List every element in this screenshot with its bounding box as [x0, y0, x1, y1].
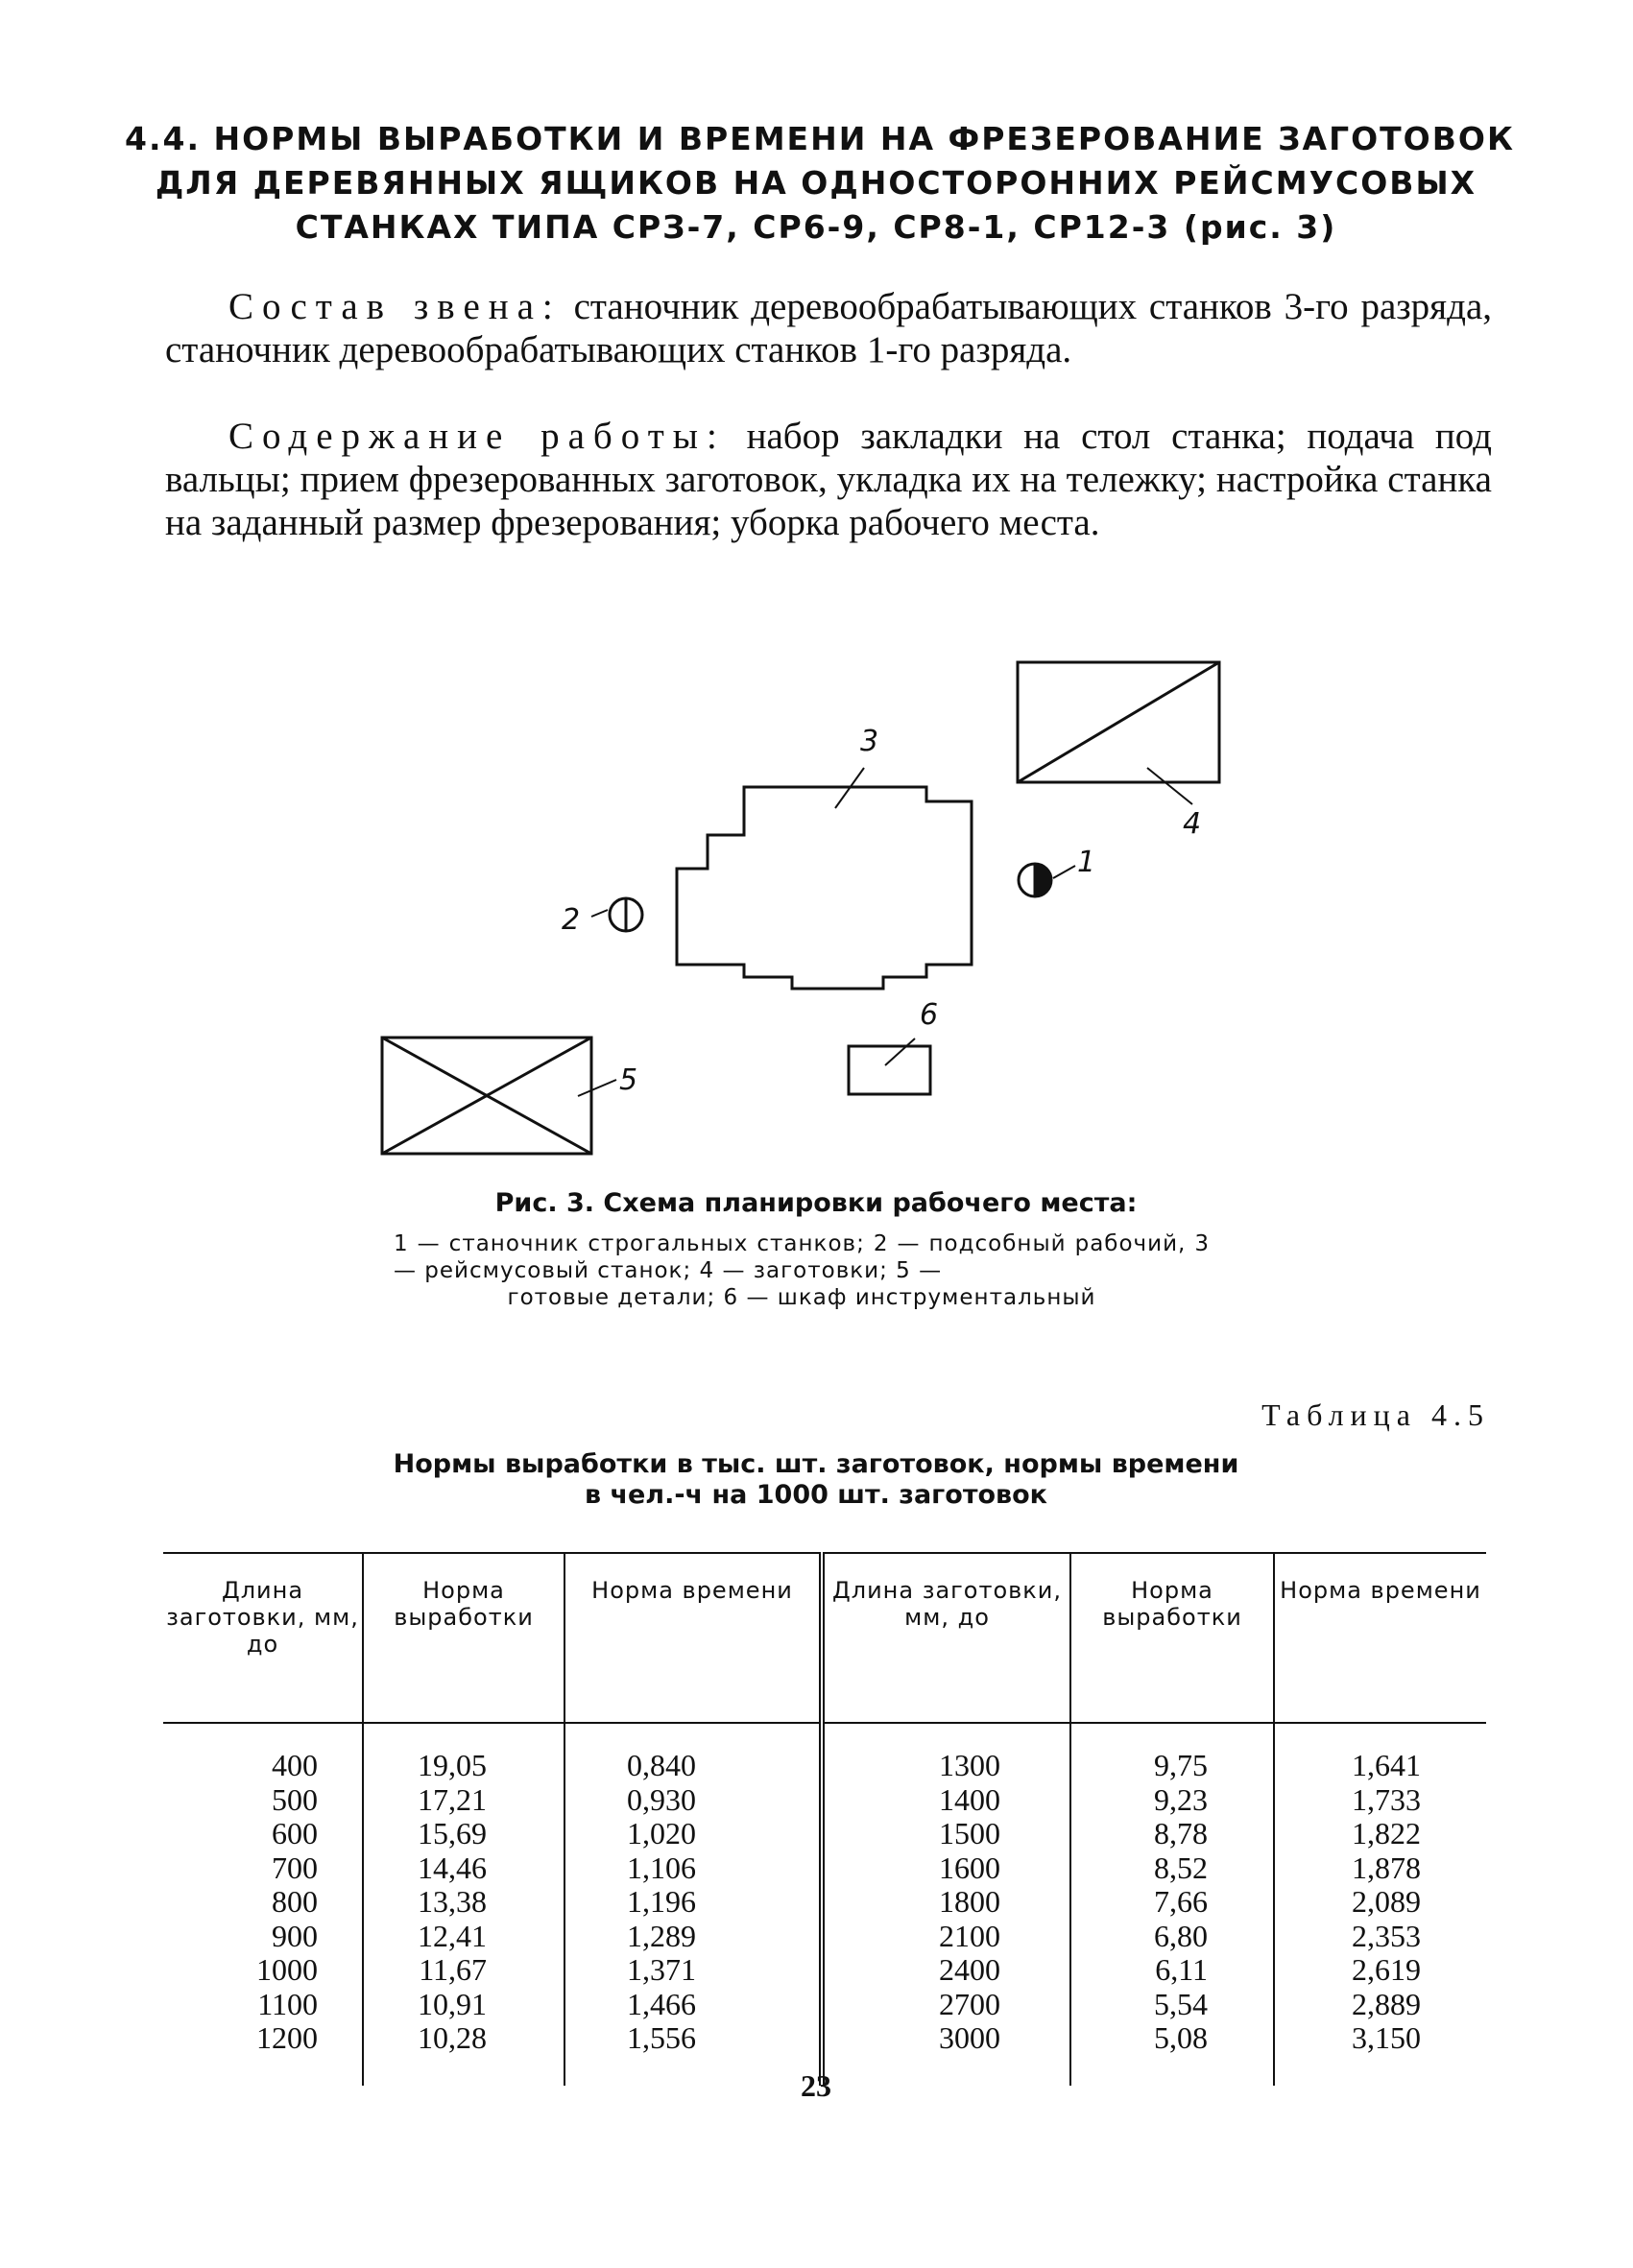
section-title-line-1: 4.4. НОРМЫ ВЫРАБОТКИ И ВРЕМЕНИ НА ФРЕЗЕРОВАНИЕ ЗАГОТОВОК — [125, 120, 1515, 157]
composition-text: станочник деревообрабатывающих станков 3-го разряда, станочник деревообрабатывающих станков 1-го разряда. — [165, 286, 1493, 370]
table-title — [288, 1449, 1344, 1511]
table-header-row — [163, 1553, 1486, 1723]
blanks-stack-diagonal — [1018, 662, 1219, 782]
work-content-lead: Содержание работы: — [228, 416, 726, 457]
right-length-column: 1300 1400 1500 1600 1800 2100 2400 2700 3000 — [822, 1723, 1070, 2086]
header-length-left: Длина заготовки, мм, до — [163, 1553, 363, 1723]
label-6: 6 — [920, 998, 939, 1032]
section-title — [125, 117, 1515, 250]
header-time-right: Норма времени — [1274, 1553, 1486, 1723]
table-label: Таблица 4.5 — [1261, 1397, 1490, 1432]
header-output-left: Норма выработки — [363, 1553, 564, 1723]
blanks-leader — [1147, 768, 1192, 804]
finished-parts-leader — [578, 1080, 616, 1096]
left-length-column: 400 500 600 700 800 900 1000 1100 1200 — [256, 1748, 318, 2055]
header-time-left: Норма времени — [564, 1553, 822, 1723]
work-content-paragraph — [165, 415, 1492, 544]
planer-outline — [677, 787, 972, 989]
label-5: 5 — [619, 1063, 638, 1097]
tool-cabinet-box — [849, 1046, 930, 1094]
left-time-column: 0,840 0,930 1,020 1,106 1,196 1,289 1,371 1,466 1,556 — [564, 1723, 822, 2086]
figure-caption-body: 1 — станочник строгальных станков; 2 — подсобный рабочий, 3 — рейсмусовый станок; 4 — заготовки; 5 — — [394, 1231, 1210, 1283]
header-output-right: Норма выработки — [1070, 1553, 1274, 1723]
workplace-layout-diagram — [365, 643, 1277, 1181]
table-body-row — [163, 1723, 1486, 2086]
right-output-column: 9,75 9,23 8,78 8,52 7,66 6,80 6,11 5,54 5,08 — [1070, 1723, 1274, 2086]
norms-table — [163, 1552, 1486, 2086]
page-number: 23 — [801, 2068, 831, 2103]
section-title-line-3: СТАНКАХ ТИПА СРЗ-7, СР6-9, СР8-1, СР12-3 (рис. 3) — [295, 208, 1337, 246]
tool-cabinet-leader — [885, 1039, 915, 1065]
section-title-line-2: ДЛЯ ДЕРЕВЯННЫХ ЯЩИКОВ НА ОДНОСТОРОННИХ РЕЙСМУСОВЫХ — [155, 164, 1477, 202]
table-title-line-1: Нормы выработки в тыс. шт. заготовок, нормы времени — [393, 1449, 1239, 1479]
header-length-right: Длина заготовки, мм, до — [822, 1553, 1070, 1723]
composition-paragraph — [165, 285, 1492, 371]
helper-leader — [591, 910, 608, 917]
right-time-column: 1,641 1,733 1,822 1,878 2,089 2,353 2,619 2,889 3,150 — [1274, 1723, 1486, 2086]
figure-caption-last-line: готовые детали; 6 — шкаф инструментальный — [507, 1285, 1096, 1310]
label-4: 4 — [1183, 807, 1202, 841]
work-content-text: набор закладки на стол станка; подача под вальцы; прием фрезерованных заготовок, укладка их на тележку; настройка станка на заданный размер фрезерования; уборка рабочего места. — [165, 416, 1492, 543]
operator-leader — [1053, 866, 1075, 878]
label-2: 2 — [562, 903, 581, 937]
composition-lead: Состав звена: — [228, 286, 562, 327]
label-1: 1 — [1077, 846, 1096, 879]
label-3: 3 — [860, 725, 879, 758]
figure-caption-title: Рис. 3. Схема планировки рабочего места: — [494, 1188, 1138, 1218]
left-output-column: 19,05 17,21 15,69 14,46 13,38 12,41 11,67 10,91 10,28 — [363, 1723, 564, 2086]
figure-caption-text — [394, 1230, 1210, 1311]
table-title-line-2: в чел.-ч на 1000 шт. заготовок — [584, 1480, 1048, 1510]
